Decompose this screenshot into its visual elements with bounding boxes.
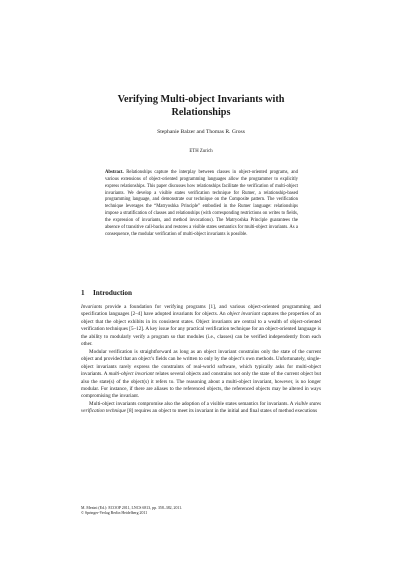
abstract-text: Relationships capture the interplay between classes in object-oriented programs, and various extensions of object-oriented programming languages allow the programmer to explicitly express relationships. This paper discusses how relationships facilitate the verification of multi-object invariants. We develop a visible states verification technique for Rumer, a relationship-based programming language, and demonstrate our technique on the Composite pattern. The verification technique leverages the “Matryoshka Principle” embodied in the Rumer language: relationships impose a stratification of classes and relationships (with corresponding restrictions on writes to fields, the expression of invariants, and method invocations). The Matryoshka Principle guarantees the absence of transitive call-backs and restores a visible states semantics for multi-object invariants. As a consequence, the modular verification of multi-object invariants is possible. [105,170,298,237]
body-paragraph-2 [81,349,321,401]
term-object-invariant: object invariant [227,311,261,318]
section-number: 1 [81,289,85,297]
abstract-label: Abstract. [105,170,124,175]
section-title: Introduction [93,289,133,297]
term-multi-object-invariant: multi-object invariant [108,371,154,378]
body-p2-text-2: relates several objects and constrains not only the state of the current object but also the state(s) of the object(s) it refers to. The reasoning about a multi-object invariant, however, is no longer modular. For instance, if there are aliases to the referenced objects, the referenced objects may be altered in ways compromising the invariant. [81,371,321,400]
body-p2-text-1: Modular verification is straightforward as long as an object invariant constrains only the state of the current object and provided that an object’s fields can be written to only by the object’s own methods. Unfortunately, single-object invariants rarely express the constraints of real-world software, which typically asks for multi-object invariants. A [81,348,321,378]
paper-title-line-1: Verifying Multi-object Invariants with [117,94,285,105]
body-p1-text-1: provide a foundation for verifying programs [1], and various object-oriented programming and specification languages [2–4] have adopted invariants for objects. An [81,304,321,318]
paper-affiliation: ETH Zurich [189,149,213,154]
body-p3-text-1: Multi-object invariants compromise also the adoption of a visible states semantics for invariants. A [89,400,295,407]
footer-copyright: © Springer-Verlag Berlin Heidelberg 2011 [81,511,148,516]
paper-title [81,93,321,119]
footer-citation: M. Mezini (Ed.): ECOOP 2011, LNCS 6813, pp. 358–382, 2011. [81,506,183,510]
paper-title-line-2: Relationships [171,107,231,118]
body-p1-text-2: captures the properties of an object that the object exhibits in its consistent states. Object invariants are central to a wealth of object-oriented verification techniques [5–12]. A key issue for any practical verification technique for an object-oriented language is the ability to modularly verify a program so that modules (i.e., classes) can be verified independently from each other. [81,311,322,348]
abstract-block [105,170,298,238]
body-text [81,304,321,416]
term-invariants: Invariants [81,304,103,310]
page-footer [81,506,321,517]
paper-authors: Stephanie Balzer and Thomas R. Gross [157,129,245,135]
body-paragraph-3 [81,401,321,416]
term-visible-states-technique: visible states verification technique [81,400,321,415]
body-paragraph-1 [81,304,321,349]
section-heading [81,289,321,298]
body-p3-text-2: [8] requires an object to meet its invariant in the initial and final states of method executions [125,408,318,415]
